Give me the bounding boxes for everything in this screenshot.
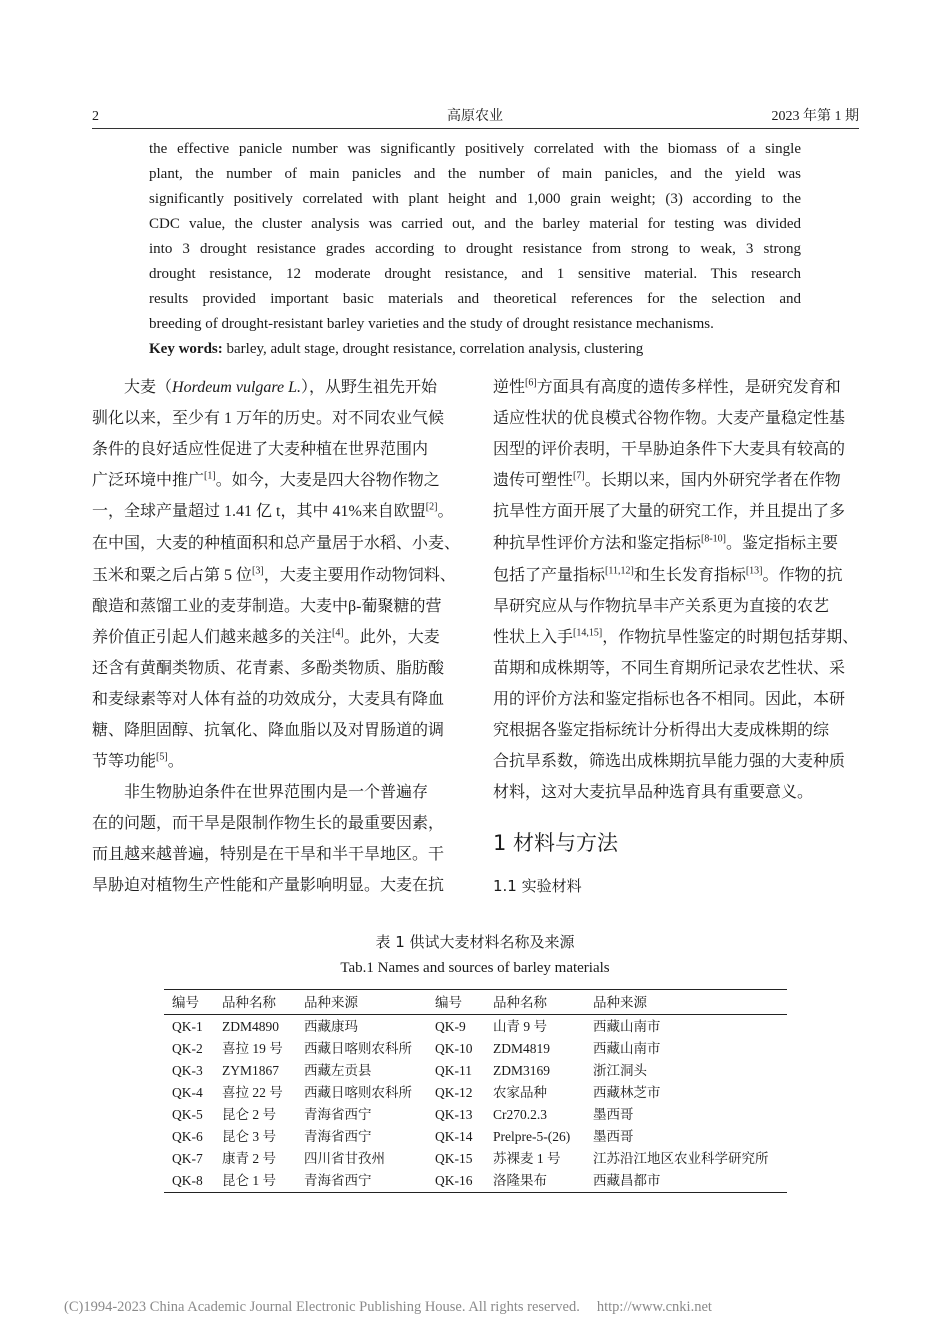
body-line: 大麦（Hordeum vulgare L.），从野生祖先开始 (124, 379, 438, 396)
table-cell: Cr270.2.3 (493, 1107, 547, 1122)
table-cell: 喜拉 19 号 (222, 1041, 283, 1056)
keywords-label: Key words: (149, 341, 223, 357)
body-line: 适应性状的优良模式谷物作物。大麦产量稳定性基 (493, 410, 846, 427)
table-cell: QK-12 (435, 1085, 473, 1100)
table-cell: ZDM3169 (493, 1063, 550, 1078)
table-header-cell: 编号 (172, 995, 199, 1010)
table-cell: QK-13 (435, 1107, 473, 1122)
table-cell: QK-3 (172, 1063, 203, 1078)
body-line: 还含有黄酮类物质、花青素、多酚类物质、脂肪酸 (92, 660, 445, 677)
body-line: 苗期和成株期等，不同生育期所记录农艺性状、采 (493, 660, 846, 677)
table-cell: QK-2 (172, 1041, 203, 1056)
table-header-rule (164, 1014, 787, 1015)
table-cell: 西藏康玛 (304, 1019, 358, 1034)
abstract-line: into 3 drought resistance grades according to drought resistance from strong to weak, 3 strong (149, 241, 801, 257)
table-cell: 康青 2 号 (222, 1151, 276, 1166)
journal-title: 高原农业 (447, 109, 503, 124)
table-caption-en: Tab.1 Names and sources of barley materials (340, 960, 610, 976)
body-line: 一，全球产量超过 1.41 亿 t，其中 41%来自欧盟[2]。 (92, 501, 454, 520)
body-line: 抗旱性方面开展了大量的研究工作，并且提出了多 (493, 503, 846, 520)
body-line: 在中国，大麦的种植面积和总产量居于水稻、小麦、 (92, 535, 461, 552)
table-cell: QK-8 (172, 1173, 203, 1188)
table-cell: 西藏山南市 (593, 1019, 661, 1034)
table-cell: 洛隆果布 (493, 1173, 547, 1188)
table-cell: QK-14 (435, 1129, 473, 1144)
citation: [14,15] (573, 627, 603, 639)
copyright-footer (64, 1298, 712, 1316)
body-line: 究根据各鉴定指标统计分析得出大麦成株期的综 (493, 722, 830, 739)
body-line: 种抗旱性评价方法和鉴定指标[8-10]。鉴定指标主要 (493, 533, 839, 552)
table-header-cell: 品种来源 (593, 995, 647, 1010)
table-header-cell: 品种名称 (222, 995, 276, 1010)
subsection-heading: 1.1 实验材料 (493, 877, 582, 895)
table-cell: 青海省西宁 (304, 1173, 372, 1188)
table-cell: 西藏左贡县 (304, 1063, 372, 1078)
table-cell: QK-15 (435, 1151, 473, 1166)
body-line: 遗传可塑性[7]。长期以来，国内外研究学者在作物 (493, 470, 841, 489)
table-cell: 西藏昌都市 (593, 1173, 661, 1188)
table-header-cell: 品种名称 (493, 995, 547, 1010)
body-line: 非生物胁迫条件在世界范围内是一个普遍存 (124, 784, 429, 801)
body-line: 节等功能[5]。 (92, 751, 184, 770)
table-cell: QK-1 (172, 1019, 203, 1034)
table-header-cell: 品种来源 (304, 995, 358, 1010)
table-cell: 山青 9 号 (493, 1019, 547, 1034)
issue-label: 2023 年第 1 期 (771, 109, 859, 124)
abstract-line: CDC value, the cluster analysis was carried out, and the barley material for testing was divided (149, 216, 801, 232)
table-cell: QK-6 (172, 1129, 203, 1144)
table-cell: QK-11 (435, 1063, 472, 1078)
table-cell: ZDM4890 (222, 1019, 279, 1034)
citation: [4] (332, 627, 344, 639)
table-cell: 西藏日喀则农科所 (304, 1041, 412, 1056)
body-line: 在的问题，而干旱是限制作物生长的最重要因素， (92, 815, 445, 832)
citation: [2] (425, 501, 438, 513)
body-line: 和麦绿素等对人体有益的功效成分，大麦具有降血 (92, 691, 445, 708)
abstract-line: breeding of drought-resistant barley varieties and the study of drought resistance mechanisms. (149, 316, 714, 332)
table-cell: 青海省西宁 (304, 1107, 372, 1122)
citation: [13] (745, 565, 763, 577)
table-cell: 农家品种 (493, 1085, 547, 1100)
body-line: 而且越来越普遍，特别是在干旱和半干旱地区。干 (92, 846, 445, 863)
citation: [3] (252, 565, 264, 577)
table-cell: 西藏林芝市 (593, 1085, 661, 1100)
body-line: 酿造和蒸馏工业的麦芽制造。大麦中β-葡聚糖的营 (92, 598, 442, 615)
abstract-line: results provided important basic materials and theoretical references for the selection and (149, 291, 801, 307)
table-top-rule (164, 989, 787, 990)
table-cell: 西藏日喀则农科所 (304, 1085, 412, 1100)
citation: [6] (525, 377, 537, 389)
citation: [5] (156, 751, 168, 763)
body-line: 性状上入手[14,15]，作物抗旱性鉴定的时期包括芽期、 (493, 627, 859, 646)
abstract-line: plant, the number of main panicles and the number of main panicles, and the yield was (149, 166, 801, 182)
citation: [11,12] (605, 565, 634, 577)
cnki-url[interactable]: http://www.cnki.net (596, 1299, 712, 1315)
table-cell: QK-9 (435, 1019, 466, 1034)
table-cell: 昆仑 3 号 (222, 1129, 276, 1144)
latin-name: Hordeum vulgare L. (172, 379, 302, 396)
table-cell: 浙江洞头 (593, 1063, 647, 1078)
header-rule (92, 128, 859, 129)
body-line: 包括了产量指标[11,12]和生长发育指标[13]。作物的抗 (493, 565, 843, 584)
table-cell: 昆仑 1 号 (222, 1173, 276, 1188)
body-line: 玉米和粟之后占第 5 位[3]，大麦主要用作动物饲料、 (92, 565, 456, 584)
citation: [1] (204, 470, 216, 482)
page-number: 2 (92, 109, 99, 124)
table-cell: ZYM1867 (222, 1063, 279, 1078)
citation: [7] (573, 470, 585, 482)
table-cell: QK-4 (172, 1085, 203, 1100)
table-cell: 昆仑 2 号 (222, 1107, 276, 1122)
table-cell: 四川省甘孜州 (304, 1151, 385, 1166)
body-line: 用的评价方法和鉴定指标也各不相同。因此，本研 (493, 691, 846, 708)
table-cell: Prelpre-5-(26) (493, 1129, 571, 1144)
body-line: 养价值正引起人们越来越多的关注[4]。此外，大麦 (92, 627, 440, 646)
section-heading: 1 材料与方法 (493, 831, 619, 855)
table-cell: ZDM4819 (493, 1041, 550, 1056)
keywords-text: barley, adult stage, drought resistance, correlation analysis, clustering (222, 341, 644, 357)
table-cell: QK-5 (172, 1107, 203, 1122)
abstract-line: drought resistance, 12 moderate drought resistance, and 1 sensitive material. This research (149, 266, 801, 282)
body-line: 逆性[6]方面具有高度的遗传多样性，是研究发育和 (493, 377, 841, 396)
table-cell: QK-16 (435, 1173, 473, 1188)
abstract-line: the effective panicle number was significantly positively correlated with the biomass of a single (149, 141, 801, 157)
table-cell: 喜拉 22 号 (222, 1085, 283, 1100)
body-line: 材料，这对大麦抗旱品种选育具有重要意义。 (493, 784, 814, 801)
citation: [8-10] (701, 533, 727, 545)
body-line: 旱胁迫对植物生产性能和产量影响明显。大麦在抗 (92, 877, 445, 894)
table-cell: 墨西哥 (593, 1107, 634, 1122)
table-cell: 墨西哥 (593, 1129, 634, 1144)
keywords-line (149, 340, 801, 359)
table-bottom-rule (164, 1192, 787, 1193)
copyright-text: (C)1994-2023 China Academic Journal Electronic Publishing House. All rights reserved. (64, 1299, 580, 1315)
body-line: 驯化以来，至少有 1 万年的历史。对不同农业气候 (92, 410, 445, 427)
table-cell: QK-10 (435, 1041, 473, 1056)
table-cell: 西藏山南市 (593, 1041, 661, 1056)
body-line: 旱研究应从与作物抗旱丰产关系更为直接的农艺 (493, 598, 830, 615)
table-cell: 苏裸麦 1 号 (493, 1151, 561, 1166)
body-line: 条件的良好适应性促进了大麦种植在世界范围内 (92, 441, 429, 458)
table-cell: 江苏沿江地区农业科学研究所 (593, 1151, 769, 1166)
body-line: 糖、降胆固醇、抗氧化、降血脂以及对胃肠道的调 (92, 722, 445, 739)
body-line: 因型的评价表明，干旱胁迫条件下大麦具有较高的 (493, 441, 846, 458)
table-header-cell: 编号 (435, 995, 462, 1010)
table-cell: 青海省西宁 (304, 1129, 372, 1144)
abstract-line: significantly positively correlated with plant height and 1,000 grain weight; (3) according to the (149, 191, 801, 207)
body-line: 合抗旱系数，筛选出成株期抗旱能力强的大麦种质 (493, 753, 846, 770)
table-cell: QK-7 (172, 1151, 203, 1166)
table-caption-cn: 表 1 供试大麦材料名称及来源 (375, 933, 575, 951)
body-line: 广泛环境中推广[1]。如今，大麦是四大谷物作物之 (92, 470, 440, 489)
